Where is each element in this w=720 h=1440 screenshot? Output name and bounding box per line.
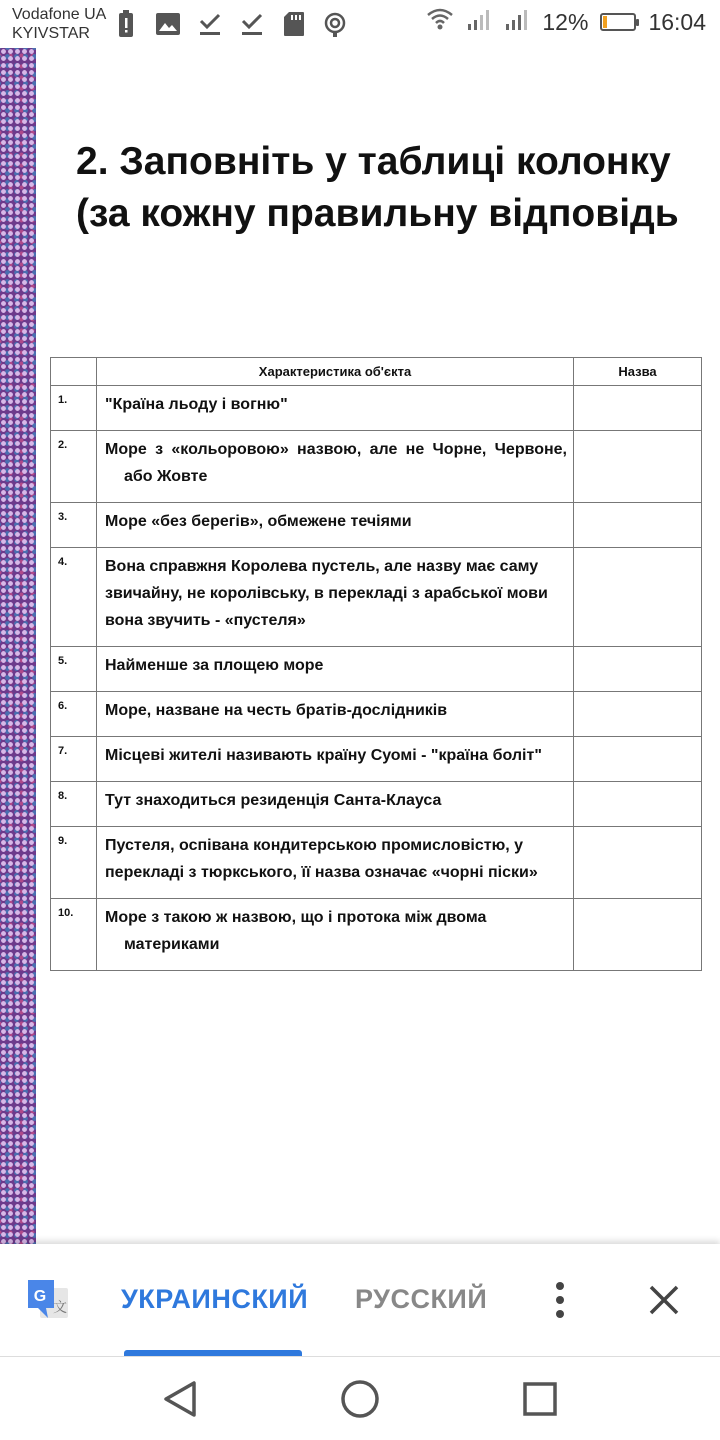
table-row [51,899,702,971]
battery-alert-icon [112,10,140,38]
row-number: 2. [51,431,97,503]
google-translate-icon[interactable] [26,1278,70,1322]
hotspot-icon [322,10,350,38]
battery-icon [600,13,636,31]
status-bar [0,0,720,48]
row-number: 4. [51,548,97,647]
sd-card-icon [280,10,308,38]
table-row [51,503,702,548]
table-row [51,431,702,503]
svg-text:文: 文 [53,1300,67,1316]
decorative-border [0,48,36,1244]
row-answer-cell [574,503,702,548]
row-number: 10. [51,899,97,971]
close-icon[interactable] [646,1282,682,1318]
row-number: 1. [51,386,97,431]
row-description: Море з «кольоровою» назвою, але не Чорне, Червоне, або Жовте [97,431,574,503]
language-tab-russian[interactable]: РУССКИЙ [355,1284,488,1314]
row-answer-cell [574,737,702,782]
table-row [51,386,702,431]
row-answer-cell [574,782,702,827]
table-row [51,827,702,899]
row-description: Пустеля, оспівана кондитерською промисловістю, у перекладі з тюркського, її назва означає «чорні піски» [97,827,574,899]
navigation-bar [0,1357,720,1440]
wifi-icon [426,8,454,36]
table-row [51,647,702,692]
table-header-row [51,358,702,386]
header-characteristic: Характеристика об'єкта [97,358,574,386]
table-row [51,692,702,737]
row-answer-cell [574,692,702,737]
header-name: Назва [574,358,702,386]
row-number: 9. [51,827,97,899]
translate-bar [0,1244,720,1357]
svg-text:G: G [33,1288,47,1305]
clock: 16:04 [648,8,706,35]
battery-percent: 12% [542,8,589,35]
signal-icon [504,8,530,36]
row-description: Місцеві жителі називають країну Суомі - "країна боліт" [97,737,574,782]
notification-icons [112,10,350,38]
row-description: Тут знаходиться резиденція Санта-Клауса [97,782,574,827]
table-row [51,548,702,647]
row-number: 5. [51,647,97,692]
row-answer-cell [574,548,702,647]
row-description: Море з такою ж назвою, що і протока між двома материками [97,899,574,971]
carrier-name: Vodafone UA KYIVSTAR [12,6,107,42]
row-number: 6. [51,692,97,737]
back-icon[interactable] [158,1377,202,1421]
row-description: Море «без берегів», обмежене течіями [97,503,574,548]
row-description: Найменше за площею море [97,647,574,692]
more-options-icon[interactable] [548,1280,572,1320]
title-line-1: 2. Заповніть у таблиці колонку [76,140,671,183]
download-done-icon [238,10,266,38]
row-description: Вона справжня Королева пустель, але назву має саму звичайну, не королівську, в перекладі з арабської мови вона звучить - «пустеля» [97,548,574,647]
language-tab-ukrainian[interactable]: УКРАИНСКИЙ [121,1284,309,1314]
recents-icon[interactable] [518,1377,562,1421]
row-answer-cell [574,647,702,692]
row-answer-cell [574,386,702,431]
row-number: 3. [51,503,97,548]
page-title [76,136,720,240]
row-number: 7. [51,737,97,782]
signal-icon [466,8,492,36]
battery-fill [603,16,607,28]
question-table [50,357,702,971]
row-number: 8. [51,782,97,827]
row-answer-cell [574,827,702,899]
system-status [426,8,706,36]
title-line-2: (за кожну правильну відповідь [76,192,679,235]
header-number [51,358,97,386]
row-answer-cell [574,431,702,503]
row-description: Море, назване на честь братів-дослідників [97,692,574,737]
download-done-icon [196,10,224,38]
table-row [51,782,702,827]
image-icon [154,10,182,38]
row-answer-cell [574,899,702,971]
active-tab-indicator [124,1350,302,1356]
home-icon[interactable] [338,1377,382,1421]
table-row [51,737,702,782]
row-description: "Країна льоду і вогню" [97,386,574,431]
